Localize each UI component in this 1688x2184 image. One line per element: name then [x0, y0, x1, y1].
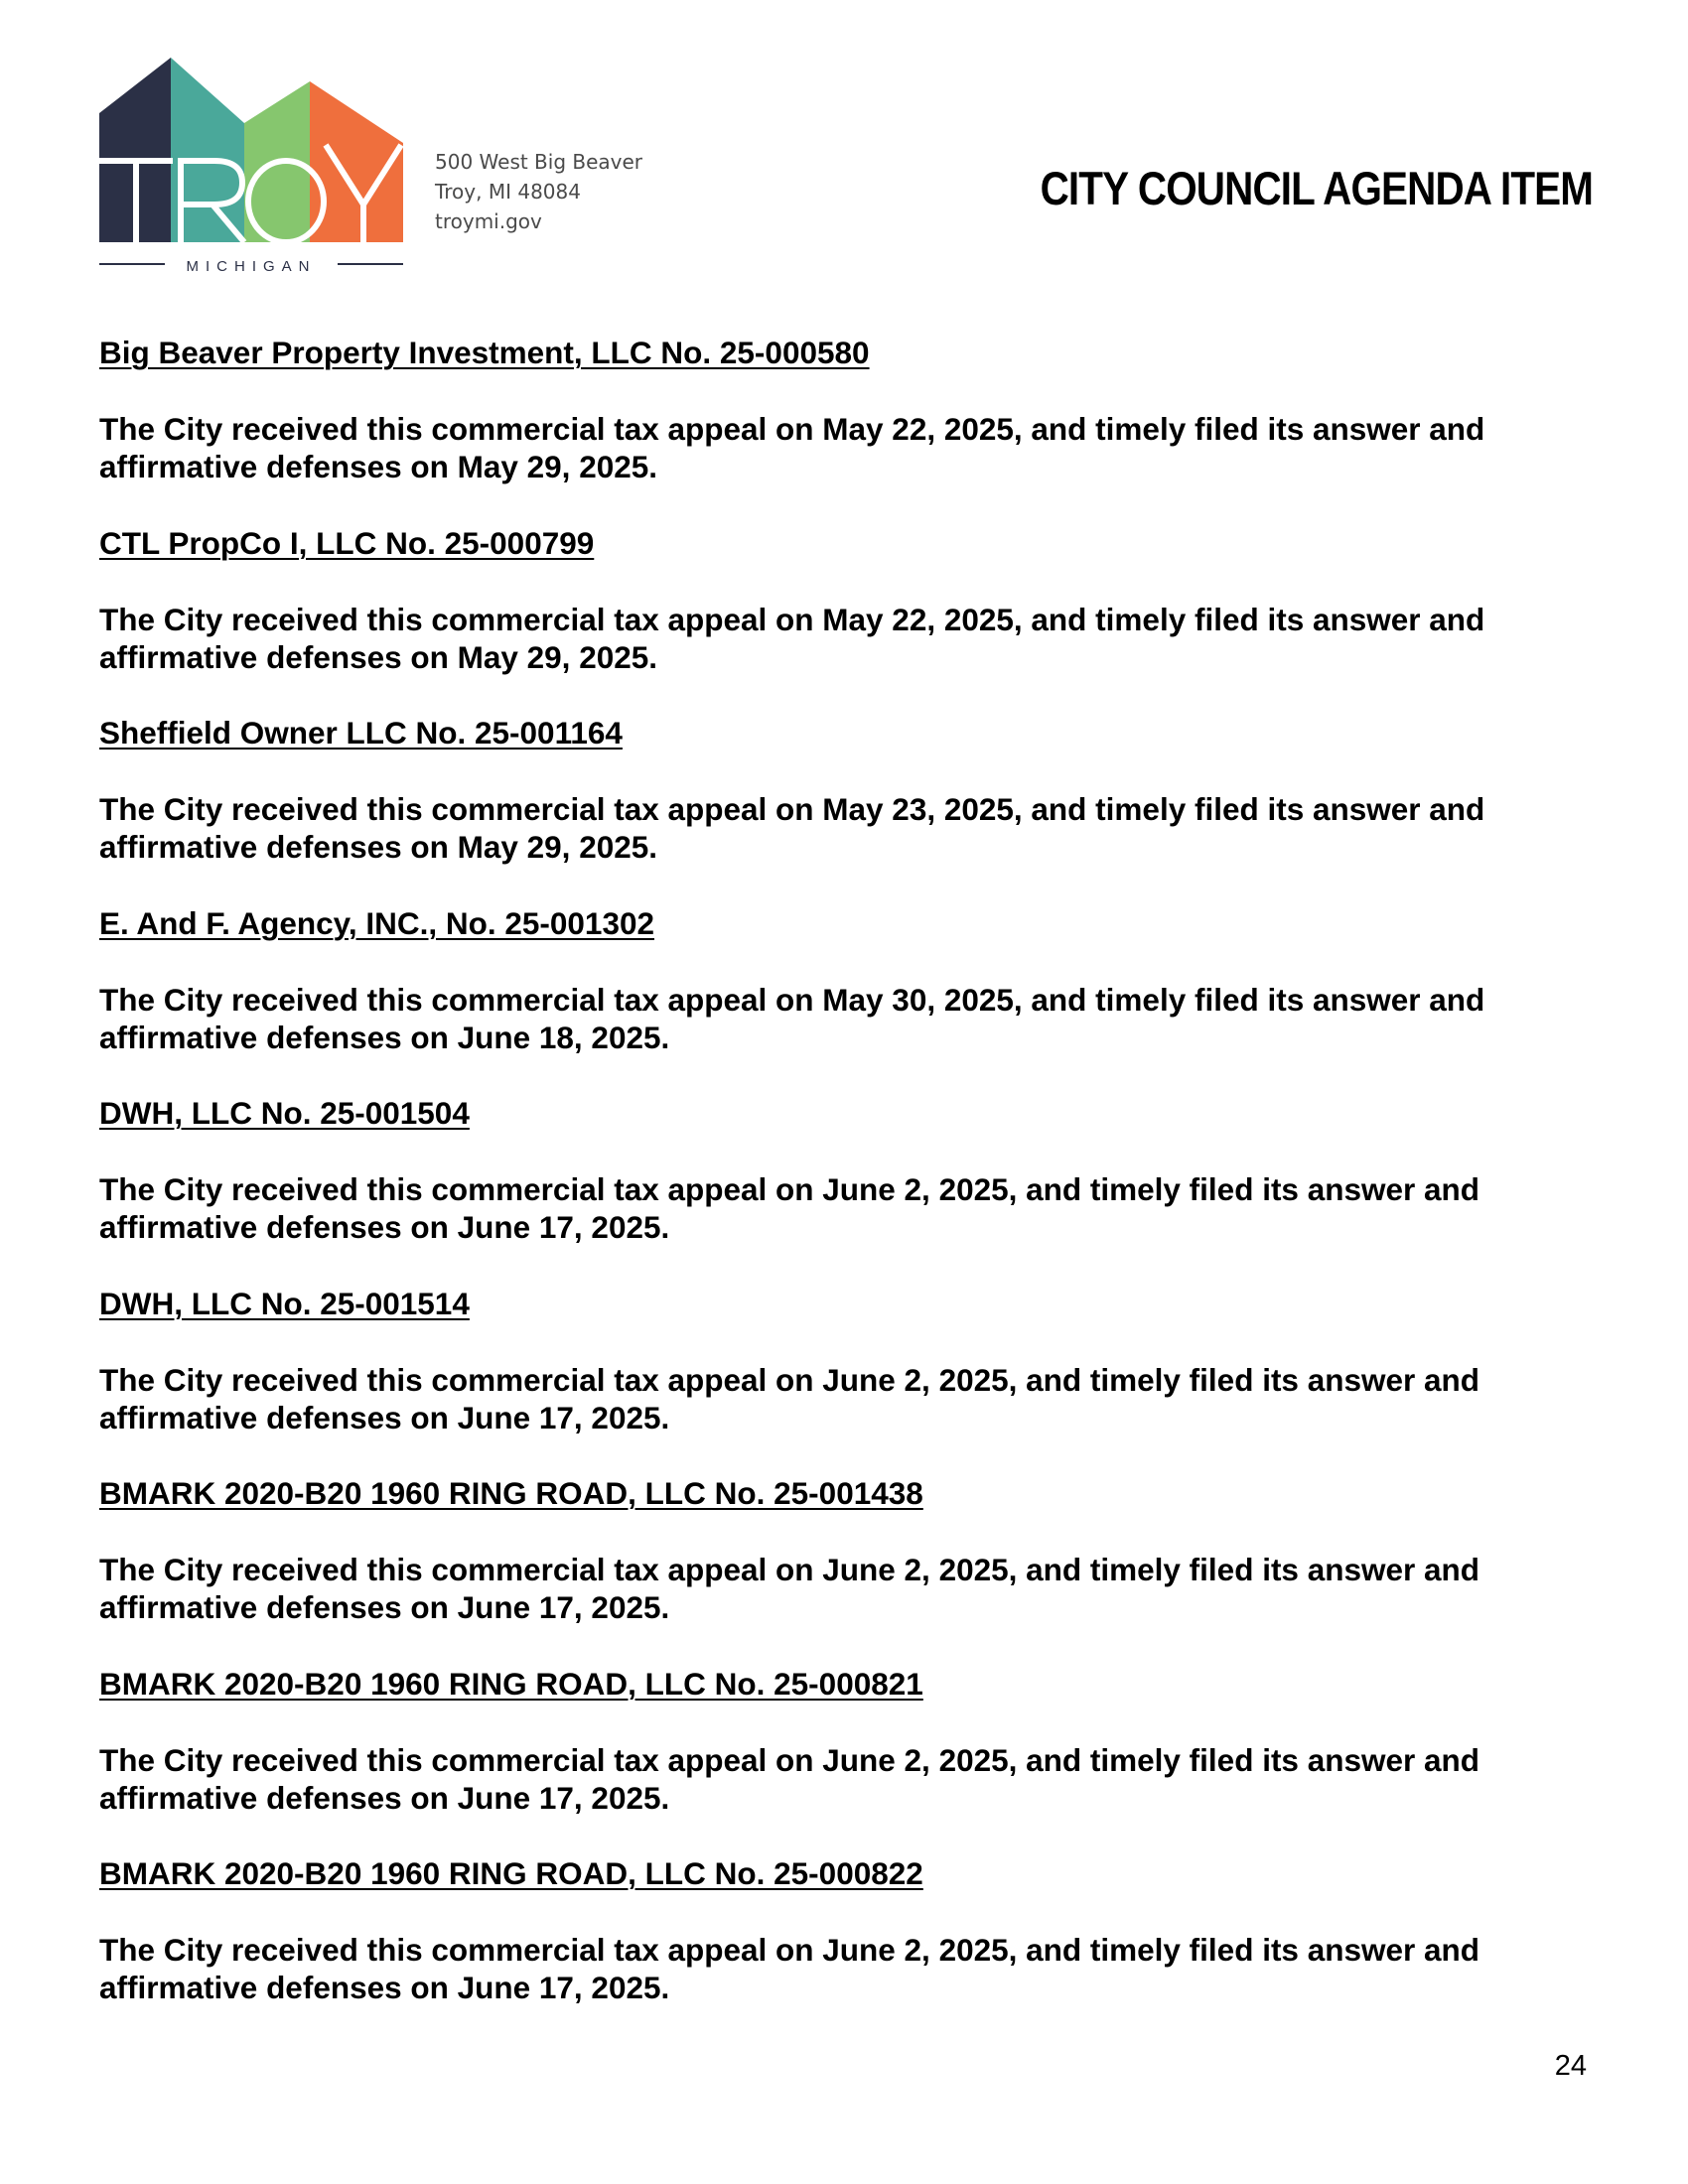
- case-title: CTL PropCo I, LLC No. 25-000799: [99, 524, 595, 561]
- case-description: The City received this commercial tax appeal on June 2, 2025, and timely filed its answer and affirmative defenses on June 17, 2025.: [99, 1171, 1480, 1245]
- case-description: The City received this commercial tax appeal on June 2, 2025, and timely filed its answer and affirmative defenses on June 17, 2025.: [99, 1552, 1480, 1625]
- troy-michigan-logo: [97, 58, 415, 276]
- case-title: DWH, LLC No. 25-001514: [99, 1285, 470, 1321]
- case-title: BMARK 2020-B20 1960 RING ROAD, LLC No. 25-001438: [99, 1475, 923, 1511]
- document-title: CITY COUNCIL AGENDA ITEM: [1040, 162, 1594, 214]
- city-address: [435, 147, 642, 236]
- case-item: [99, 1665, 1609, 1855]
- case-item: [99, 714, 1609, 904]
- case-title: BMARK 2020-B20 1960 RING ROAD, LLC No. 25-000821: [99, 1665, 923, 1702]
- case-description: The City received this commercial tax appeal on May 23, 2025, and timely filed its answer and affirmative defenses on May 29, 2025.: [99, 791, 1485, 865]
- case-description: The City received this commercial tax appeal on June 2, 2025, and timely filed its answer and affirmative defenses on June 17, 2025.: [99, 1741, 1480, 1816]
- case-title: Big Beaver Property Investment, LLC No. 25-000580: [99, 335, 870, 370]
- case-item: [99, 1285, 1609, 1475]
- case-description: The City received this commercial tax appeal on May 22, 2025, and timely filed its answer and affirmative defenses on May 29, 2025.: [99, 601, 1485, 675]
- case-item: [99, 1094, 1609, 1285]
- logo-subtitle: MICHIGAN: [186, 258, 317, 275]
- case-description: The City received this commercial tax appeal on May 30, 2025, and timely filed its answer and affirmative defenses on June 18, 2025.: [99, 981, 1485, 1055]
- case-list: [99, 334, 1609, 2045]
- page-number: 24: [1554, 2050, 1587, 2082]
- address-street: 500 West Big Beaver: [435, 150, 643, 174]
- case-title: E. And F. Agency, INC., No. 25-001302: [99, 904, 655, 941]
- troy-logo-graphic: [97, 58, 415, 276]
- address-website: troymi.gov: [435, 209, 542, 233]
- case-title: Sheffield Owner LLC No. 25-001164: [99, 715, 623, 751]
- case-item: [99, 524, 1609, 715]
- case-item: [99, 1854, 1609, 2045]
- case-item: [99, 334, 1609, 524]
- case-description: The City received this commercial tax appeal on June 2, 2025, and timely filed its answer and affirmative defenses on June 17, 2025.: [99, 1932, 1480, 2005]
- case-title: BMARK 2020-B20 1960 RING ROAD, LLC No. 25-000822: [99, 1855, 923, 1891]
- address-city: Troy, MI 48084: [435, 180, 581, 204]
- case-title: DWH, LLC No. 25-001504: [99, 1095, 470, 1131]
- case-description: The City received this commercial tax appeal on June 2, 2025, and timely filed its answer and affirmative defenses on June 17, 2025.: [99, 1361, 1480, 1435]
- case-item: [99, 1474, 1609, 1665]
- page-header: [0, 0, 1688, 298]
- case-item: [99, 904, 1609, 1095]
- case-description: The City received this commercial tax appeal on May 22, 2025, and timely filed its answer and affirmative defenses on May 29, 2025.: [99, 411, 1485, 484]
